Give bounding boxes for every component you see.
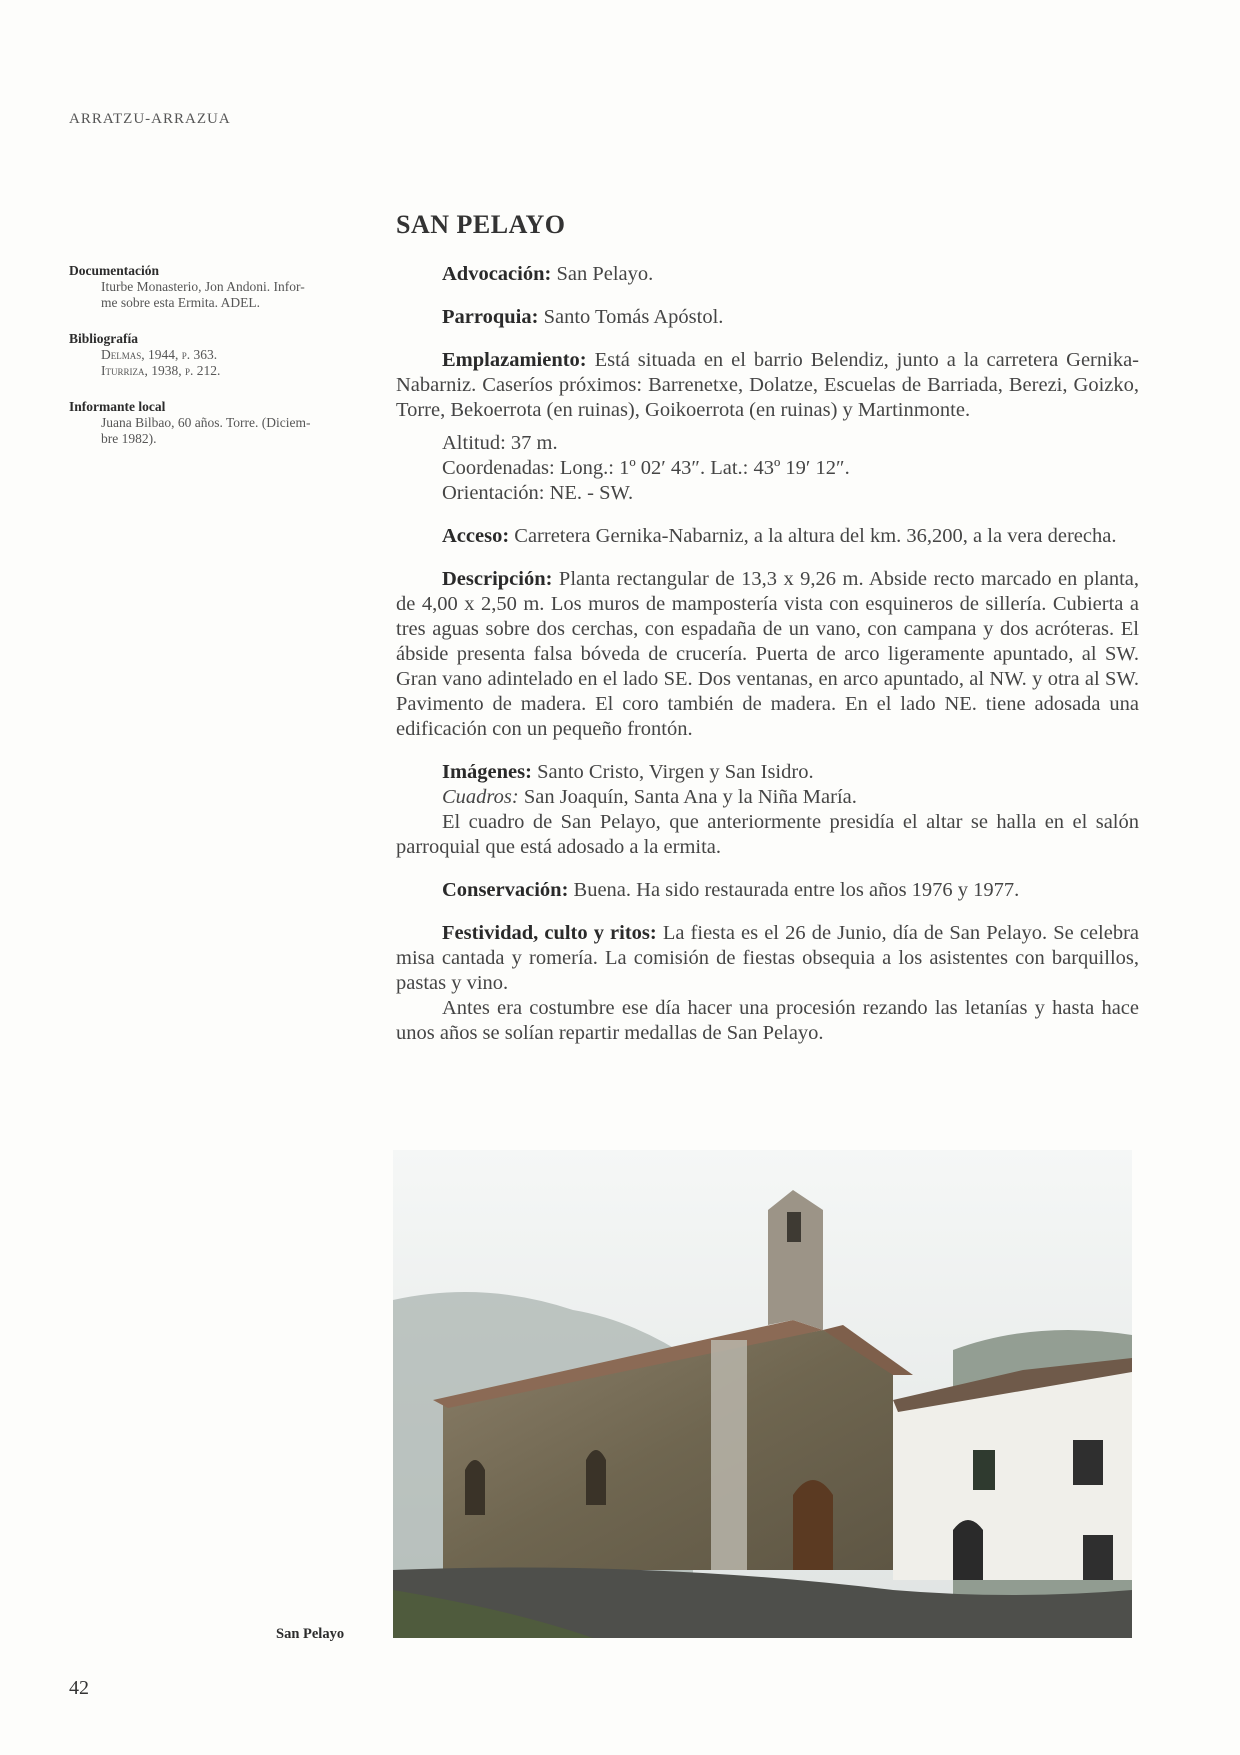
descripcion-paragraph bbox=[396, 567, 1139, 742]
festividad-paragraph bbox=[396, 921, 1139, 996]
acceso-paragraph bbox=[396, 524, 1139, 549]
descripcion-label: Descripción: bbox=[442, 568, 553, 590]
imagenes-line bbox=[396, 760, 1139, 785]
parroquia-label: Parroquia: bbox=[442, 306, 539, 328]
location-data bbox=[396, 431, 1139, 506]
imagenes-label: Imágenes: bbox=[442, 761, 532, 783]
documentacion-line: me sobre esta Ermita. ADEL. bbox=[101, 295, 260, 310]
imagenes-block bbox=[396, 760, 1139, 860]
coordenadas-line: Coordenadas: Long.: 1º 02′ 43″. Lat.: 43º 19′ 12″. bbox=[442, 457, 850, 479]
documentacion-title: Documentación bbox=[69, 263, 159, 278]
informante-line: bre 1982). bbox=[101, 431, 157, 446]
informante-title: Informante local bbox=[69, 399, 166, 414]
altitud-line: Altitud: 37 m. bbox=[442, 432, 558, 454]
bibliografia-title: Bibliografía bbox=[69, 331, 139, 346]
orientacion-line: Orientación: NE. - SW. bbox=[442, 482, 634, 504]
article-title: SAN PELAYO bbox=[396, 210, 566, 239]
conservacion-label: Conservación: bbox=[442, 879, 569, 901]
acceso-text: Carretera Gernika-Nabarniz, a la altura del km. 36,200, a la vera derecha. bbox=[509, 525, 1117, 547]
bibliografia-line: Iturriza, 1938, p. 212. bbox=[101, 363, 221, 378]
acceso-label: Acceso: bbox=[442, 525, 510, 547]
antes-paragraph: Antes era costumbre ese día hacer una procesión rezando las letanías y hasta hace unos años se solían repartir medallas de San Pelayo. bbox=[396, 997, 1139, 1044]
emplazamiento-label: Emplazamiento: bbox=[442, 349, 587, 371]
documentacion-line: Iturbe Monasterio, Jon Andoni. Infor- bbox=[101, 279, 305, 294]
page-number: 42 bbox=[69, 1677, 89, 1699]
advocacion-label: Advocación: bbox=[442, 263, 552, 285]
advocacion-text: San Pelayo. bbox=[551, 263, 654, 285]
running-head: ARRATZU-ARRAZUA bbox=[69, 111, 231, 127]
sidebar-notes bbox=[69, 263, 369, 447]
cuadros-label: Cuadros: bbox=[442, 786, 519, 808]
conservacion-text: Buena. Ha sido restaurada entre los años 1976 y 1977. bbox=[568, 879, 1020, 901]
conservacion-paragraph bbox=[396, 878, 1139, 903]
advocacion-paragraph bbox=[396, 262, 1139, 287]
bibliografia-line: Delmas, 1944, p. 363. bbox=[101, 347, 218, 362]
informante-line: Juana Bilbao, 60 años. Torre. (Diciem- bbox=[101, 415, 311, 430]
informante-body bbox=[69, 415, 369, 447]
parroquia-text: Santo Tomás Apóstol. bbox=[538, 306, 724, 328]
parroquia-paragraph bbox=[396, 305, 1139, 330]
documentacion-body bbox=[69, 279, 369, 311]
cuadros-line bbox=[396, 785, 1139, 810]
festividad-label: Festividad, culto y ritos: bbox=[442, 922, 657, 944]
bibliografia-body bbox=[69, 347, 369, 379]
emplazamiento-text: Está situada en el barrio Belendiz, junto a la carretera Gernika-Nabarniz. Caseríos próximos: Barrenetxe, Dolatze, Escuelas de Barriada, Berezi, Goizko, Torre, Bekoerrota (en ruinas), Goikoerrota (en ruinas) y Martinmonte. bbox=[396, 349, 1139, 421]
photo-caption: San Pelayo bbox=[276, 1626, 345, 1642]
hermitage-illustration bbox=[393, 1150, 1132, 1638]
descripcion-text: Planta rectangular de 13,3 x 9,26 m. Abside recto marcado en planta, de 4,00 x 2,50 m. Los muros de mampostería vista con esquineros de sillería. Cubierta a tres aguas sobre dos cerchas, con espadaña de un vano, con campana y dos acróteras. El ábside presenta falsa bóveda de crucería. Puerta de arco ligeramente apuntado, al SW. Gran vano adintelado en el lado SE. Dos ventanas, en arco apuntado, al NW. y otra al SW. Pavimento de madera. El coro también de madera. En el lado NE. tiene adosada una edificación con un pequeño frontón. bbox=[396, 568, 1139, 740]
cuadro-pelayo-paragraph: El cuadro de San Pelayo, que anteriormente presidía el altar se halla en el salón parroquial que está adosado a la ermita. bbox=[396, 811, 1139, 858]
cuadros-text: San Joaquín, Santa Ana y la Niña María. bbox=[518, 786, 857, 808]
emplazamiento-paragraph bbox=[396, 348, 1139, 423]
imagenes-text: Santo Cristo, Virgen y San Isidro. bbox=[531, 761, 814, 783]
festividad-text: La fiesta es el 26 de Junio, día de San Pelayo. Se celebra misa cantada y romería. La comisión de fiestas obsequia a los asistentes con barquillos, pastas y vino. bbox=[396, 922, 1139, 994]
article-body bbox=[396, 262, 1139, 1064]
hermitage-photo bbox=[393, 1150, 1132, 1638]
